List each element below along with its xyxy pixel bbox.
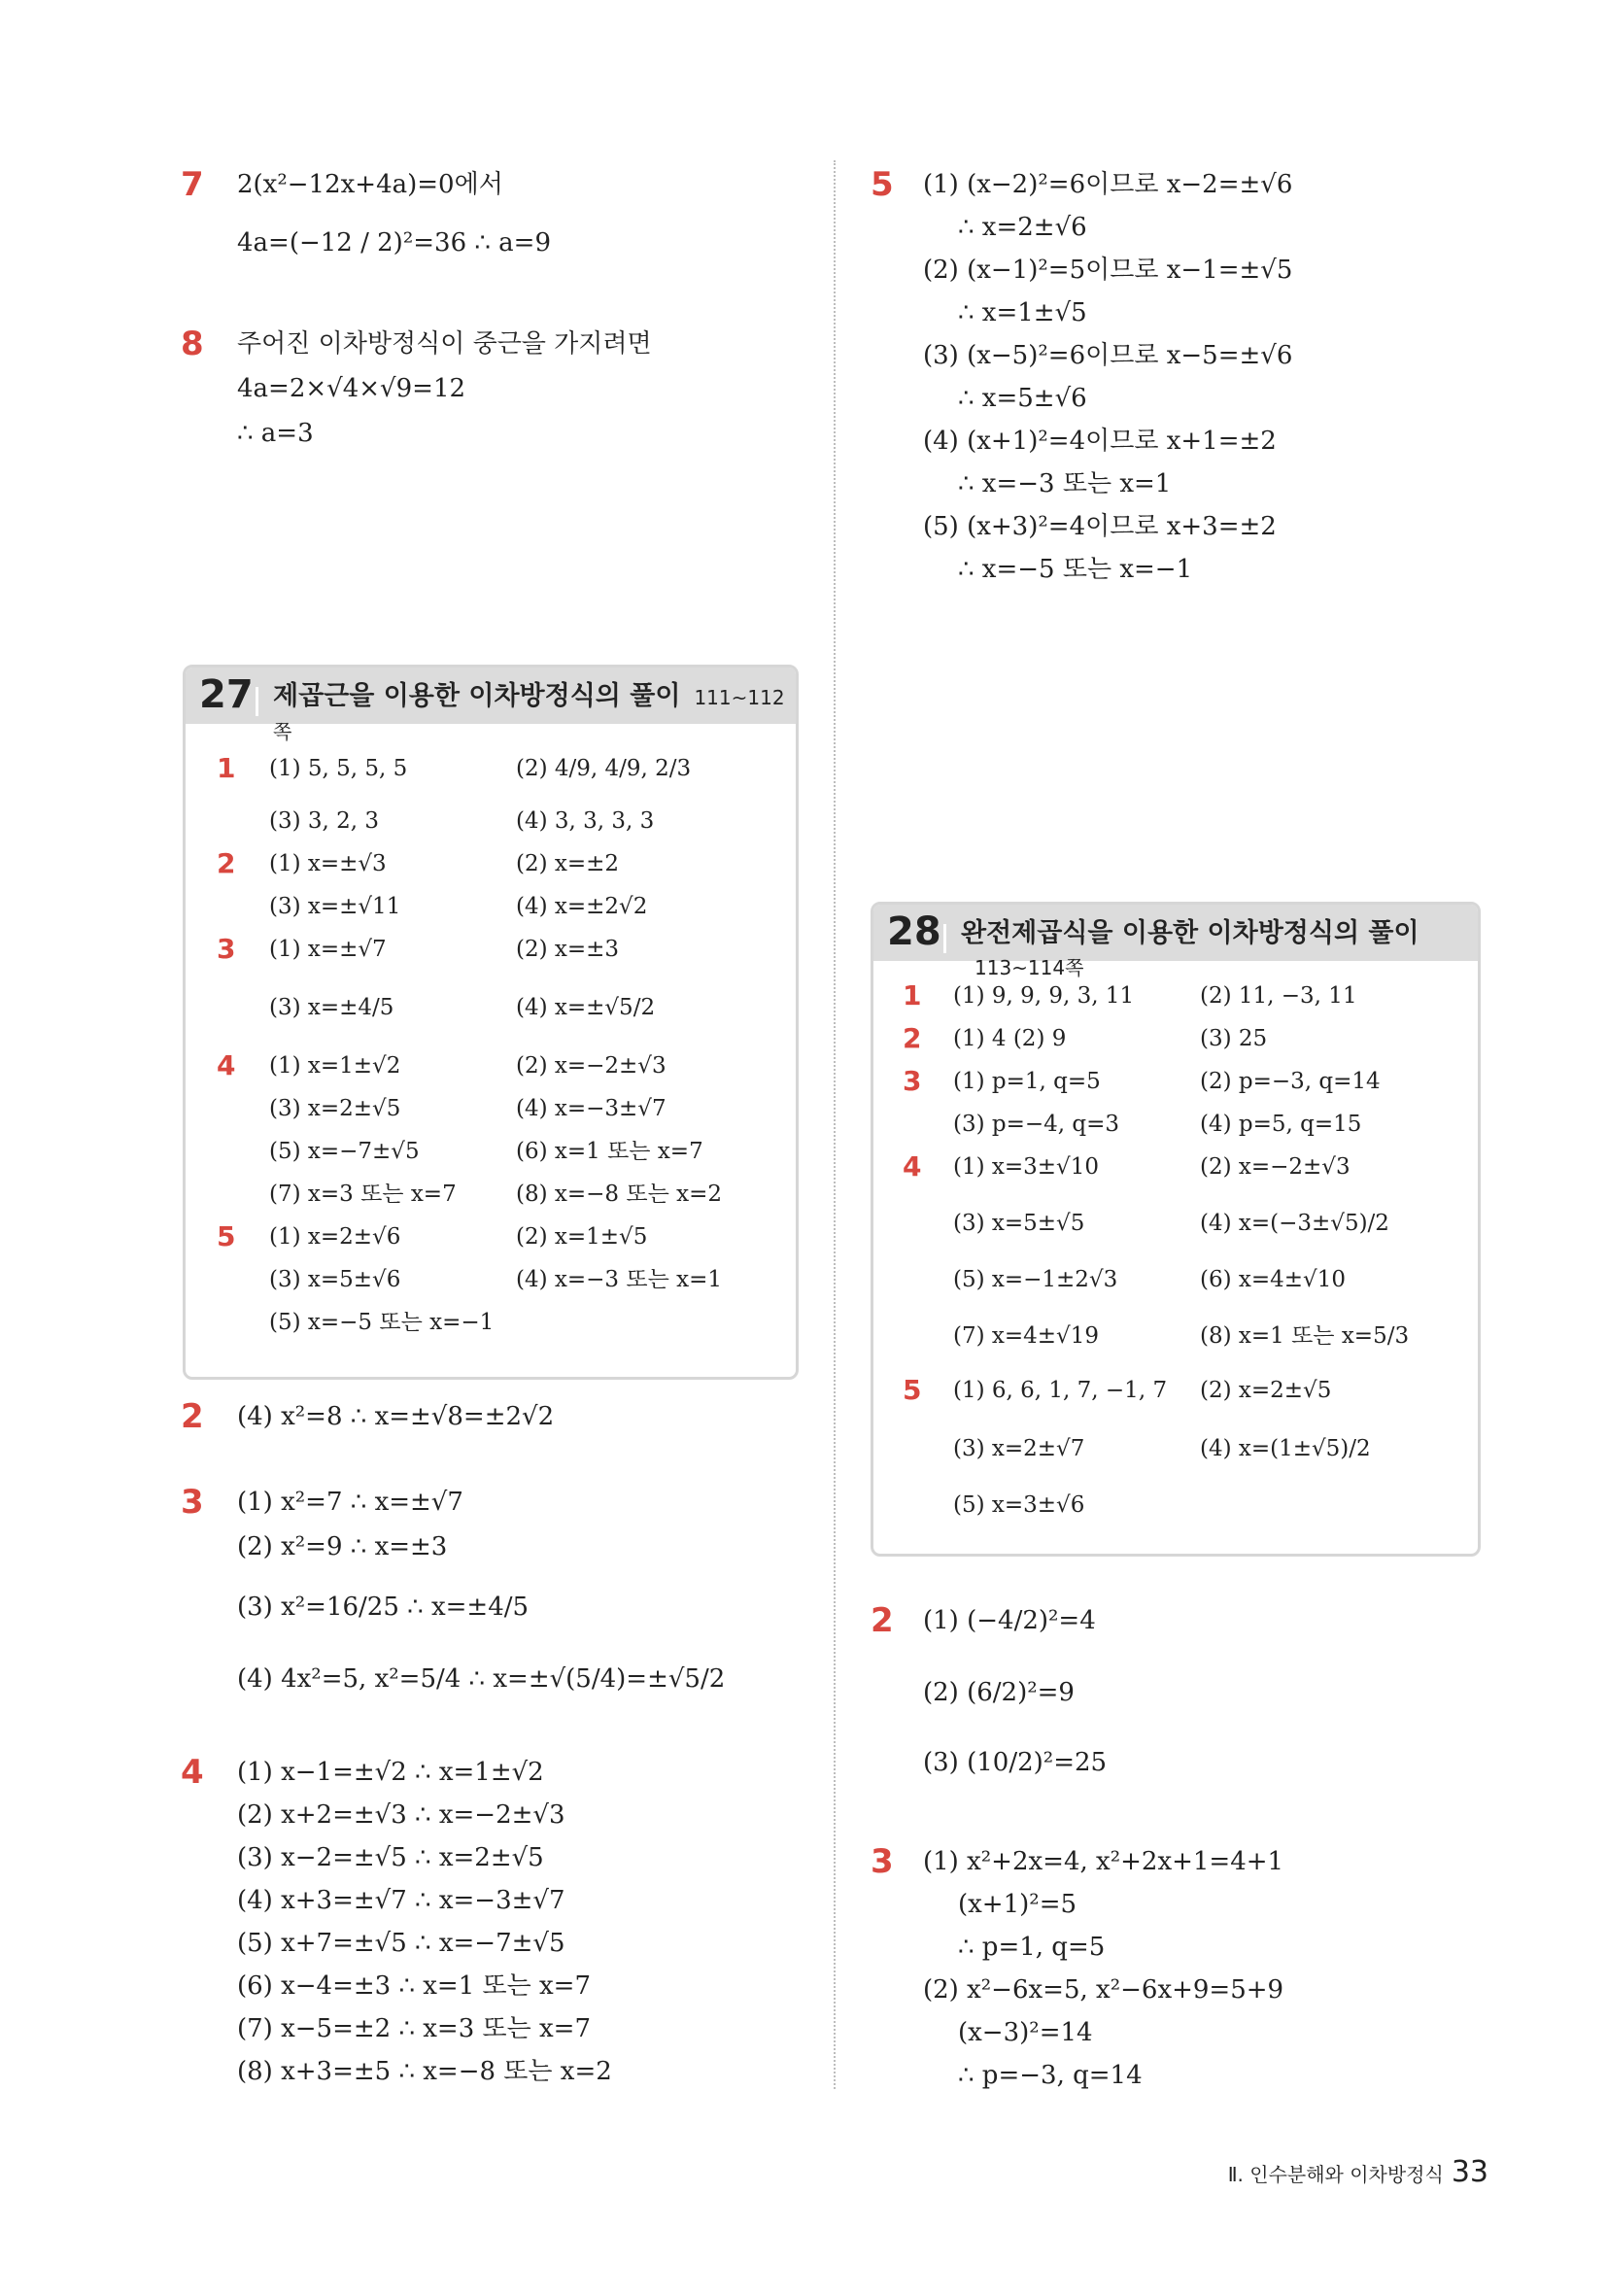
box27-item-number: 2 [217, 847, 236, 879]
problem-5-line: ∴ x=−3 또는 x=1 [958, 469, 1172, 498]
box27-answer: (2) x=−2±√3 [516, 1053, 667, 1079]
section-28-title [961, 917, 1478, 984]
problem-3-line: (2) x²=9 ∴ x=±3 [237, 1532, 448, 1561]
chapter-label: Ⅱ. 인수분해와 이차방정식 [1227, 2163, 1444, 2186]
problem-2-right-line: (2) (6/2)²=9 [923, 1678, 1075, 1707]
box28-item-number: 3 [903, 1065, 922, 1097]
box27-answer: (1) x=±√7 [269, 937, 387, 962]
section-27-title [273, 680, 796, 748]
box27-answer: (3) x=5±√6 [269, 1267, 401, 1292]
box27-answer: (7) x=3 또는 x=7 [269, 1182, 457, 1207]
problem-3-right-line: (1) x²+2x=4, x²+2x+1=4+1 [923, 1847, 1284, 1876]
box27-answer: (1) x=2±√6 [269, 1224, 401, 1250]
problem-2-right-line: (1) (−4/2)²=4 [923, 1606, 1096, 1635]
box27-answer: (2) 4/9, 4/9, 2/3 [516, 756, 692, 781]
box27-answer: (2) x=±3 [516, 937, 620, 962]
box27-answer: (5) x=−5 또는 x=−1 [269, 1310, 495, 1335]
problem-4-number: 4 [181, 1753, 204, 1792]
problem-4-line: (2) x+2=±√3 ∴ x=−2±√3 [237, 1800, 565, 1830]
problem-5-number: 5 [871, 165, 894, 204]
box27-answer: (3) x=±4/5 [269, 995, 394, 1020]
box27-item-number: 1 [217, 752, 236, 784]
box28-answer: (2) 11, −3, 11 [1200, 983, 1357, 1009]
problem-3-line: (4) 4x²=5, x²=5/4 ∴ x=±√(5/4)=±√5/2 [237, 1664, 726, 1694]
problem-5-line: (2) (x−1)²=5이므로 x−1=±√5 [923, 256, 1293, 285]
box28-answer: (3) x=5±√5 [953, 1211, 1085, 1236]
problem-2-right-line: (3) (10/2)²=25 [923, 1748, 1108, 1777]
box28-item-number: 2 [903, 1022, 922, 1054]
problem-4-line: (4) x+3=±√7 ∴ x=−3±√7 [237, 1886, 565, 1915]
box28-item-number: 1 [903, 979, 922, 1011]
section-28-title-text: 완전제곱식을 이용한 이차방정식의 풀이 [961, 918, 1419, 948]
page-footer [1228, 2155, 1488, 2189]
box28-answer: (5) x=3±√6 [953, 1492, 1085, 1518]
box27-item-number: 3 [217, 933, 236, 965]
problem-2-line: (4) x²=8 ∴ x=±√8=±2√2 [237, 1402, 555, 1431]
problem-3-right-line: (x+1)²=5 [958, 1890, 1077, 1919]
section-27-box [183, 665, 799, 1380]
box27-answer: (4) 3, 3, 3, 3 [516, 808, 655, 834]
page-number: 33 [1451, 2155, 1488, 2189]
box27-answer: (1) x=1±√2 [269, 1053, 401, 1079]
box28-answer: (4) x=(1±√5)/2 [1200, 1436, 1371, 1461]
problem-3-right-line: ∴ p=1, q=5 [958, 1933, 1106, 1962]
problem-2-right-number: 2 [871, 1601, 894, 1640]
box28-answer: (1) x=3±√10 [953, 1154, 1099, 1180]
box28-answer: (2) p=−3, q=14 [1200, 1069, 1381, 1094]
box27-item-number: 4 [217, 1049, 236, 1081]
problem-3-right-number: 3 [871, 1842, 894, 1881]
box28-answer: (3) p=−4, q=3 [953, 1112, 1120, 1137]
problem-4-line: (1) x−1=±√2 ∴ x=1±√2 [237, 1758, 544, 1787]
problem-8-line: 주어진 이차방정식이 중근을 가지려면 [237, 329, 652, 359]
problem-8-line: ∴ a=3 [237, 419, 314, 448]
problem-5-line: ∴ x=−5 또는 x=−1 [958, 555, 1193, 584]
problem-5-line: (1) (x−2)²=6이므로 x−2=±√6 [923, 170, 1293, 199]
problem-7-line: 2(x²−12x+4a)=0에서 [237, 170, 503, 199]
problem-5-line: (3) (x−5)²=6이므로 x−5=±√6 [923, 341, 1293, 370]
column-divider [834, 160, 836, 2089]
box28-answer: (4) x=(−3±√5)/2 [1200, 1211, 1389, 1236]
box27-answer: (4) x=±√5/2 [516, 995, 656, 1020]
box28-answer: (3) x=2±√7 [953, 1436, 1085, 1461]
box27-answer: (1) x=±√3 [269, 851, 387, 876]
box28-answer: (1) 6, 6, 1, 7, −1, 7 [953, 1378, 1168, 1403]
box28-item-number: 4 [903, 1150, 922, 1182]
header-separator [256, 687, 258, 716]
problem-3-line: (1) x²=7 ∴ x=±√7 [237, 1488, 463, 1517]
box27-answer: (4) x=±2√2 [516, 894, 648, 919]
problem-4-line: (5) x+7=±√5 ∴ x=−7±√5 [237, 1929, 565, 1958]
problem-5-line: ∴ x=2±√6 [958, 213, 1087, 242]
problem-7-number: 7 [181, 165, 204, 204]
box27-item-number: 5 [217, 1220, 236, 1252]
box28-answer: (6) x=4±√10 [1200, 1267, 1346, 1292]
box28-answer: (1) p=1, q=5 [953, 1069, 1101, 1094]
problem-4-line: (7) x−5=±2 ∴ x=3 또는 x=7 [237, 2014, 592, 2043]
problem-3-number: 3 [181, 1483, 204, 1522]
box27-answer: (8) x=−8 또는 x=2 [516, 1182, 722, 1207]
section-27-header [186, 668, 796, 743]
box28-answer: (2) x=2±√5 [1200, 1378, 1332, 1403]
box28-answer: (5) x=−1±2√3 [953, 1267, 1118, 1292]
box27-answer: (4) x=−3±√7 [516, 1096, 667, 1121]
problem-7-line: 4a=(−12 / 2)²=36 ∴ a=9 [237, 228, 552, 257]
box28-answer: (1) 9, 9, 9, 3, 11 [953, 983, 1135, 1009]
box27-answer: (2) x=±2 [516, 851, 620, 876]
problem-4-line: (8) x+3=±5 ∴ x=−8 또는 x=2 [237, 2057, 612, 2086]
section-28-number: 28 [887, 909, 941, 954]
box28-answer: (1) 4 (2) 9 [953, 1026, 1067, 1051]
box27-answer: (3) 3, 2, 3 [269, 808, 380, 834]
box27-answer: (4) x=−3 또는 x=1 [516, 1267, 722, 1292]
problem-8-number: 8 [181, 325, 204, 363]
box28-item-number: 5 [903, 1374, 922, 1406]
box28-answer: (8) x=1 또는 x=5/3 [1200, 1323, 1410, 1349]
box27-answer: (1) 5, 5, 5, 5 [269, 756, 408, 781]
section-28-pages: 113~114쪽 [974, 956, 1084, 979]
problem-4-line: (6) x−4=±3 ∴ x=1 또는 x=7 [237, 1971, 592, 2001]
box28-answer: (7) x=4±√19 [953, 1323, 1099, 1349]
box28-answer: (3) 25 [1200, 1026, 1268, 1051]
section-27-number: 27 [199, 672, 254, 717]
box28-answer: (2) x=−2±√3 [1200, 1154, 1351, 1180]
box28-answer: (4) p=5, q=15 [1200, 1112, 1362, 1137]
section-28-header [873, 905, 1478, 979]
section-28-box [871, 902, 1481, 1557]
box27-answer: (6) x=1 또는 x=7 [516, 1139, 703, 1164]
problem-3-line: (3) x²=16/25 ∴ x=±4/5 [237, 1593, 530, 1622]
problem-4-line: (3) x−2=±√5 ∴ x=2±√5 [237, 1843, 544, 1872]
problem-8-line: 4a=2×√4×√9=12 [237, 374, 466, 403]
header-separator [943, 924, 946, 953]
box27-answer: (3) x=2±√5 [269, 1096, 401, 1121]
box27-answer: (5) x=−7±√5 [269, 1139, 420, 1164]
problem-3-right-line: (x−3)²=14 [958, 2018, 1093, 2047]
problem-3-right-line: (2) x²−6x=5, x²−6x+9=5+9 [923, 1975, 1284, 2005]
box27-answer: (3) x=±√11 [269, 894, 401, 919]
problem-2-number: 2 [181, 1397, 204, 1436]
problem-5-line: ∴ x=1±√5 [958, 298, 1087, 327]
problem-5-line: ∴ x=5±√6 [958, 384, 1087, 413]
problem-5-line: (5) (x+3)²=4이므로 x+3=±2 [923, 512, 1277, 541]
section-27-title-text: 제곱근을 이용한 이차방정식의 풀이 [273, 681, 681, 711]
box27-answer: (2) x=1±√5 [516, 1224, 648, 1250]
section-27-pages: 111~112쪽 [273, 686, 785, 743]
problem-3-right-line: ∴ p=−3, q=14 [958, 2061, 1143, 2090]
problem-5-line: (4) (x+1)²=4이므로 x+1=±2 [923, 427, 1277, 456]
